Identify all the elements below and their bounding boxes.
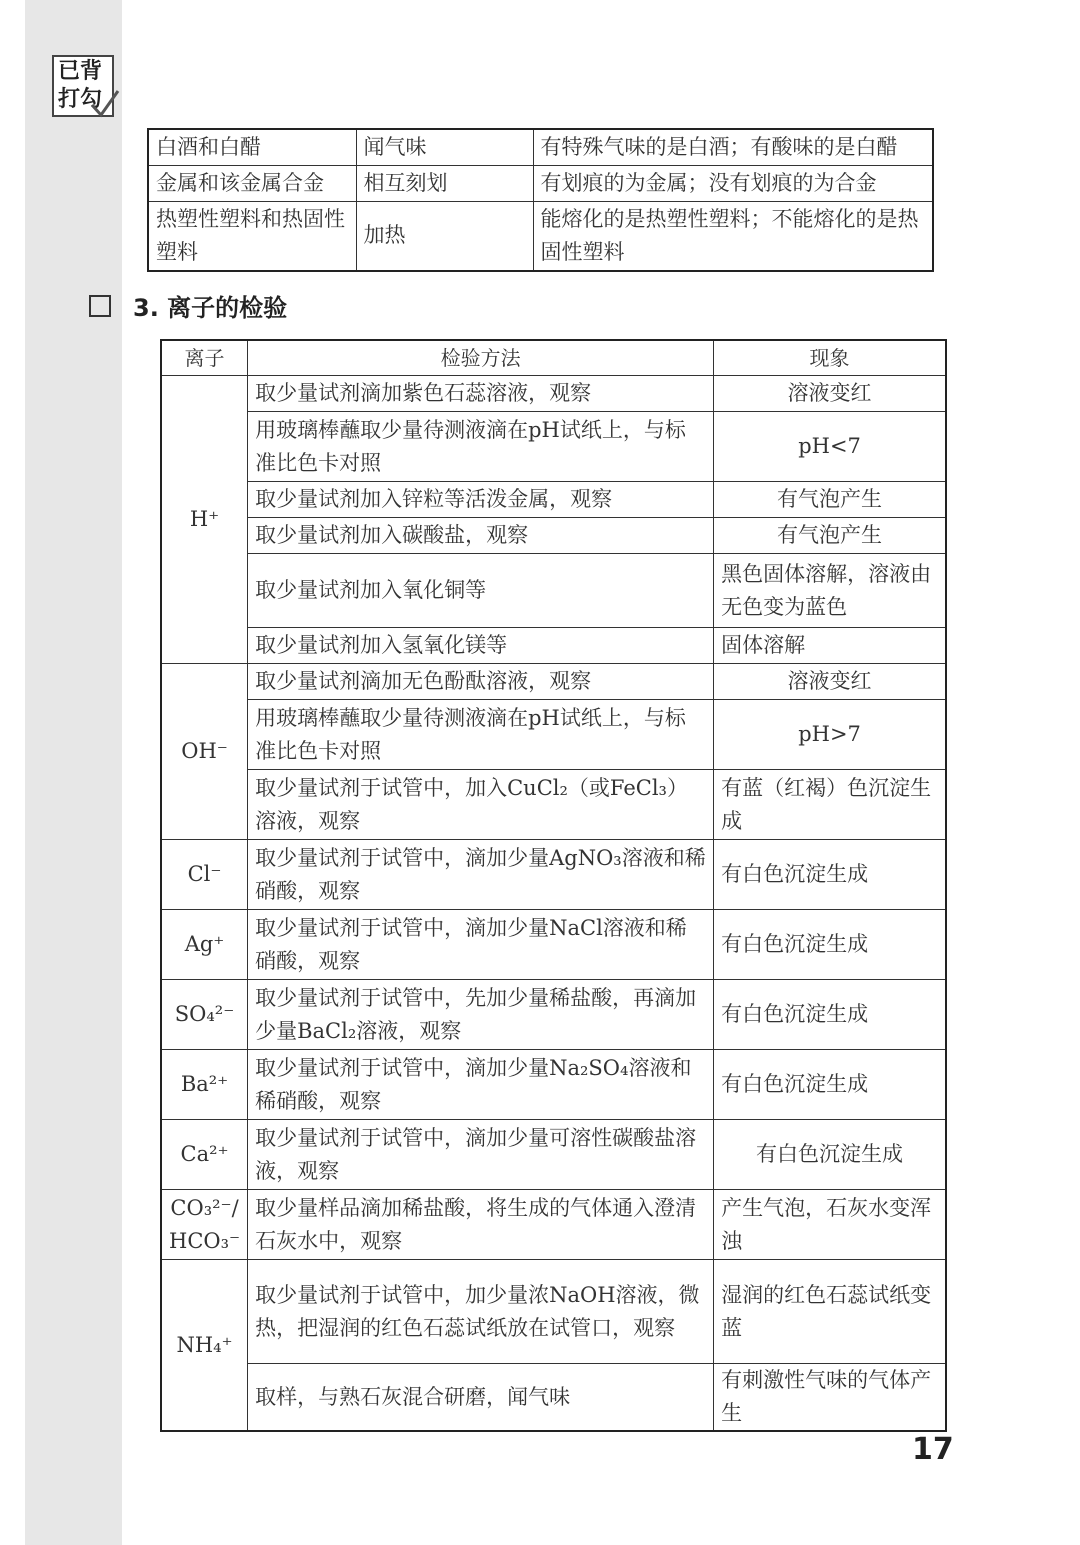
table-row <box>161 1120 946 1190</box>
method: 取少量试剂于试管中，先加少量稀盐酸，再滴加少量BaCl₂溶液，观察 <box>248 980 714 1050</box>
check-mark-icon <box>88 89 120 121</box>
method: 相互刻划 <box>356 165 533 201</box>
method: 取样，与熟石灰混合研磨，闻气味 <box>248 1364 714 1432</box>
result: 有蓝（红褐）色沉淀生成 <box>714 770 946 840</box>
table-row <box>161 700 946 770</box>
table-row <box>161 482 946 518</box>
result: 溶液变红 <box>714 664 946 700</box>
result: 有白色沉淀生成 <box>714 980 946 1050</box>
result: 有气泡产生 <box>714 482 946 518</box>
left-margin-strip <box>25 0 122 1545</box>
ion-oh: OH⁻ <box>161 664 248 840</box>
result: 有气泡产生 <box>714 518 946 554</box>
method: 取少量试剂于试管中，加入CuCl₂（或FeCl₃）溶液，观察 <box>248 770 714 840</box>
ion-cl: Cl⁻ <box>161 840 248 910</box>
page-number: 17 <box>912 1432 954 1467</box>
result: 能熔化的是热塑性塑料；不能熔化的是热固性塑料 <box>533 201 933 271</box>
method: 取少量试剂加入碳酸盐，观察 <box>248 518 714 554</box>
result: 有划痕的为金属；没有划痕的为合金 <box>533 165 933 201</box>
result: 固体溶解 <box>714 628 946 664</box>
section-title: 3. 离子的检验 <box>133 294 288 322</box>
table-row <box>148 129 933 165</box>
method: 取少量试剂于试管中，滴加少量AgNO₃溶液和稀硝酸，观察 <box>248 840 714 910</box>
table-row <box>161 770 946 840</box>
header-result: 现象 <box>714 340 946 376</box>
substance-pair: 金属和该金属合金 <box>148 165 356 201</box>
table-row <box>161 664 946 700</box>
method: 闻气味 <box>356 129 533 165</box>
method: 取少量样品滴加稀盐酸，将生成的气体通入澄清石灰水中，观察 <box>248 1190 714 1260</box>
method: 用玻璃棒蘸取少量待测液滴在pH试纸上，与标准比色卡对照 <box>248 700 714 770</box>
method: 取少量试剂于试管中，加少量浓NaOH溶液，微热，把湿润的红色石蕊试纸放在试管口，观察 <box>248 1260 714 1364</box>
ion-co3-hco3 <box>161 1190 248 1260</box>
result: 有白色沉淀生成 <box>714 840 946 910</box>
method: 用玻璃棒蘸取少量待测液滴在pH试纸上，与标准比色卡对照 <box>248 412 714 482</box>
result: 湿润的红色石蕊试纸变蓝 <box>714 1260 946 1364</box>
substance-pair: 热塑性塑料和热固性塑料 <box>148 201 356 271</box>
result: 有刺激性气味的气体产生 <box>714 1364 946 1432</box>
result: 有白色沉淀生成 <box>714 1120 946 1190</box>
result: pH<7 <box>714 412 946 482</box>
table-row <box>161 518 946 554</box>
ion-h: H⁺ <box>161 376 248 664</box>
ion-test-table <box>160 339 947 1432</box>
method: 取少量试剂加入氢氧化镁等 <box>248 628 714 664</box>
result: 产生气泡，石灰水变浑浊 <box>714 1190 946 1260</box>
table-row <box>161 554 946 628</box>
table-row <box>161 1190 946 1260</box>
table-row <box>161 628 946 664</box>
table-row <box>161 1260 946 1364</box>
ion-co3: CO₃²⁻/ <box>170 1195 239 1220</box>
ion-hco3: HCO₃⁻ <box>169 1228 241 1253</box>
table-row <box>161 840 946 910</box>
table-row <box>148 165 933 201</box>
method: 取少量试剂于试管中，滴加少量NaCl溶液和稀硝酸，观察 <box>248 910 714 980</box>
ion-nh4: NH₄⁺ <box>161 1260 248 1432</box>
method: 取少量试剂滴加无色酚酞溶液，观察 <box>248 664 714 700</box>
ion-ca: Ca²⁺ <box>161 1120 248 1190</box>
result: pH>7 <box>714 700 946 770</box>
table-row <box>161 980 946 1050</box>
method: 取少量试剂加入锌粒等活泼金属，观察 <box>248 482 714 518</box>
badge-line2: 打勾 <box>58 87 103 112</box>
result: 黑色固体溶解，溶液由无色变为蓝色 <box>714 554 946 628</box>
memorized-checkbox[interactable] <box>52 55 114 117</box>
header-method: 检验方法 <box>248 340 714 376</box>
result: 溶液变红 <box>714 376 946 412</box>
method: 取少量试剂于试管中，滴加少量Na₂SO₄溶液和稀硝酸，观察 <box>248 1050 714 1120</box>
table-row <box>161 910 946 980</box>
method: 加热 <box>356 201 533 271</box>
header-row <box>161 340 946 376</box>
method: 取少量试剂滴加紫色石蕊溶液，观察 <box>248 376 714 412</box>
section-heading <box>89 288 287 323</box>
substance-pair: 白酒和白醋 <box>148 129 356 165</box>
method: 取少量试剂加入氧化铜等 <box>248 554 714 628</box>
result: 有白色沉淀生成 <box>714 1050 946 1120</box>
table-row <box>161 1050 946 1120</box>
substance-identification-table <box>147 128 934 272</box>
table-row <box>148 201 933 271</box>
ion-so4: SO₄²⁻ <box>161 980 248 1050</box>
method: 取少量试剂于试管中，滴加少量可溶性碳酸盐溶液，观察 <box>248 1120 714 1190</box>
badge-line1: 已背 <box>58 59 103 84</box>
ion-ag: Ag⁺ <box>161 910 248 980</box>
result: 有特殊气味的是白酒；有酸味的是白醋 <box>533 129 933 165</box>
table-row <box>161 376 946 412</box>
table-row <box>161 412 946 482</box>
section-checkbox[interactable] <box>89 295 111 317</box>
header-ion: 离子 <box>161 340 248 376</box>
ion-ba: Ba²⁺ <box>161 1050 248 1120</box>
table-row <box>161 1364 946 1432</box>
result: 有白色沉淀生成 <box>714 910 946 980</box>
